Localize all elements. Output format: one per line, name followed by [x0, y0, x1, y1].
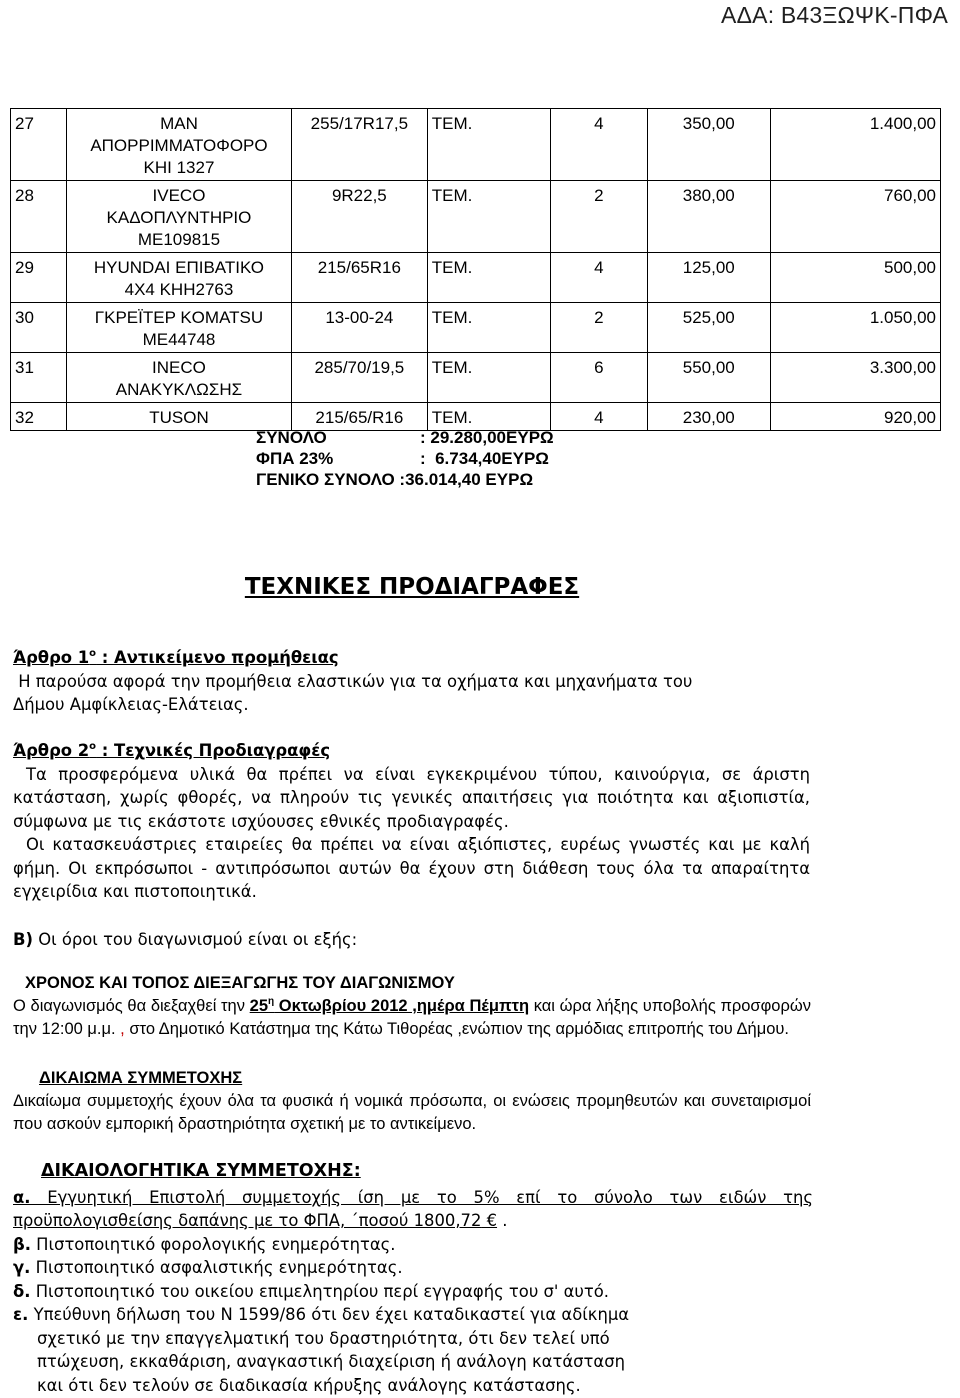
row-number-cell: 28	[11, 181, 67, 253]
article-2-heading-a: Άρθρο 2	[13, 741, 90, 760]
grand-total: ΓΕΝΙΚΟ ΣΥΝΟΛΟ :36.014,40 ΕΥΡΩ	[256, 470, 534, 489]
document-a	[13, 1186, 813, 1233]
size-cell: 9R22,5	[291, 181, 427, 253]
description-line: ΚΑΔΟΠΛΥΝΤΗΡΙΟ	[106, 208, 252, 227]
document-e-line: πτώχευση, εκκαθάριση, αναγκαστική διαχείριση ή ανάλογη κατάσταση	[37, 1352, 625, 1371]
time-place-date	[250, 997, 529, 1015]
article-1-heading-a: Άρθρο 1	[13, 648, 90, 667]
description-line: ΑΠΟΡΡΙΜΜΑΤΟΦΟΡΟ	[90, 136, 268, 155]
article-2	[13, 739, 810, 904]
time-place-t4: στο Δημοτικό Κατάστημα της Κάτω Τιθορέας ,ενώπιον της αρμόδιας επιτροπής του Δήμου.	[129, 1020, 789, 1038]
time-place-heading: ΧΡΟΝΟΣ ΚΑΙ ΤΟΠΟΣ ΔΙΕΞΑΓΩΓΗΣ ΤΟΥ ΔΙΑΓΩΝΙΣΜΟΥ	[25, 974, 455, 992]
description-cell	[66, 109, 291, 181]
description-line: ΚΗΙ 1327	[143, 158, 215, 177]
article-2-heading-b: : Τεχνικές Προδιαγραφές	[96, 741, 331, 760]
description-line: TUSON	[149, 408, 209, 427]
size-cell: 285/70/19,5	[291, 353, 427, 403]
total-cell: 760,00	[770, 181, 940, 253]
unit-price-cell: 125,00	[647, 253, 770, 303]
total-net-row	[256, 427, 554, 448]
document-a-end: .	[497, 1211, 508, 1230]
total-cell: 1.050,00	[770, 303, 940, 353]
table-row	[11, 353, 941, 403]
total-cell: 500,00	[770, 253, 940, 303]
document-c	[13, 1256, 813, 1280]
document-a-text: Εγγυητική Επιστολή συμμετοχής ίση με το 5% επί το σύνολο των ειδών της προϋπολογισθείσης δαπάνης με το ΦΠΑ, ΄ποσού 1800,72	[13, 1187, 813, 1230]
row-number-cell: 29	[11, 253, 67, 303]
items-table-body	[11, 109, 941, 431]
size-cell: 215/65R16	[291, 253, 427, 303]
description-line: HYUNDAI ΕΠΙΒΑΤΙΚΟ	[93, 258, 265, 277]
document-b-letter: β.	[13, 1234, 31, 1254]
quantity-cell: 4	[551, 109, 647, 181]
size-cell: 215/65/R16	[291, 403, 427, 431]
unit-cell: ΤΕΜ.	[427, 109, 550, 181]
article-1-line-1: Η παρούσα αφορά την προμήθεια ελαστικών για τα οχήματα και μηχανήματα του	[13, 671, 693, 691]
total-vat-label: ΦΠΑ 23%	[256, 449, 334, 468]
description-cell	[66, 353, 291, 403]
row-number-cell: 27	[11, 109, 67, 181]
unit-cell: ΤΕΜ.	[427, 181, 550, 253]
document-d-text: Πιστοποιητικό του οικείου επιμελητηρίου περί εγγραφής του σ' αυτό.	[30, 1281, 610, 1301]
row-number-cell: 32	[11, 403, 67, 431]
description-line: ΜΕ109815	[137, 230, 221, 249]
description-line: ΜΑΝ	[160, 114, 198, 133]
documents-section	[13, 1160, 813, 1397]
description-cell	[66, 303, 291, 353]
unit-cell: ΤΕΜ.	[427, 353, 550, 403]
quantity-cell: 6	[551, 353, 647, 403]
article-1-heading-b: : Αντικείμενο προμήθειας	[96, 648, 339, 667]
ada-code: ΑΔΑ: Β43ΞΩΨΚ-ΠΦΑ	[721, 2, 948, 28]
quantity-cell: 4	[551, 253, 647, 303]
quantity-cell: 2	[551, 181, 647, 253]
participation-section	[13, 1067, 811, 1136]
description-cell	[66, 181, 291, 253]
total-cell: 1.400,00	[770, 109, 940, 181]
unit-cell: ΤΕΜ.	[427, 403, 550, 431]
size-cell: 13-00-24	[291, 303, 427, 353]
items-table	[10, 108, 941, 431]
article-1-heading-sup: ο	[89, 648, 97, 659]
participation-text: Δικαίωμα συμμετοχής έχουν όλα τα φυσικά ή νομικά πρόσωπα, οι ενώσεις προμηθευτών και συνεταιρισμοί που ασκούν εμπορική δραστηριότητα σχετική με το αντικείμενο.	[13, 1092, 811, 1133]
spec-title: ΤΕΧΝΙΚΕΣ ΠΡΟΔΙΑΓΡΑΦΕΣ	[244, 574, 580, 600]
time-place-date-text: Οκτωβρίου 2012 ,ημέρα Πέμπτη	[274, 997, 530, 1015]
total-vat-row	[256, 448, 554, 469]
table-row	[11, 109, 941, 181]
article-1-line-2: Δήμου Αμφίκλειας-Ελάτειας.	[13, 695, 249, 714]
unit-cell: ΤΕΜ.	[427, 253, 550, 303]
table-row	[11, 181, 941, 253]
total-cell: 3.300,00	[770, 353, 940, 403]
document-c-letter: γ.	[13, 1258, 31, 1277]
article-2-heading	[13, 739, 810, 763]
total-net-value: : 29.280,00ΕΥΡΩ	[420, 428, 554, 447]
table-row	[11, 303, 941, 353]
time-place-text	[13, 995, 811, 1041]
article-2-paragraph-2: Οι κατασκευάστριες εταιρείες θα πρέπει να είναι αξιόπιστες, ευρέως γνωστές και με καλή φήμη. Οι εκπρόσωποι - αντιπρόσωποι αυτών θα έχουν στη διάθεση τους όλα τα απαραίτητα εγχειρίδια και πιστοποιητικά.	[13, 835, 810, 901]
description-line: ΑΝΑΚΥΚΛΩΣΗΣ	[115, 380, 243, 399]
quantity-cell: 4	[551, 403, 647, 431]
article-2-heading-sup: ο	[89, 741, 97, 752]
time-place-t1: Ο διαγωνισμός θα διεξαχθεί την	[13, 997, 250, 1015]
document-e-continuation	[13, 1327, 813, 1398]
description-line: ΜΕ44748	[142, 330, 216, 349]
row-number-cell: 31	[11, 353, 67, 403]
time-place-t2: και ώρα λήξης υποβολής προσφορών την 12:00 μ.μ.	[13, 997, 811, 1038]
total-vat-value: : 6.734,40ΕΥΡΩ	[420, 449, 549, 468]
document-c-text: Πιστοποιητικό ασφαλιστικής ενημερότητας.	[30, 1258, 403, 1277]
document-e	[13, 1303, 813, 1327]
size-cell: 255/17R17,5	[291, 109, 427, 181]
description-line: ΓΚΡΕΪΤΕΡ KOMATSU	[94, 308, 264, 327]
unit-price-cell: 380,00	[647, 181, 770, 253]
document-a-letter: α.	[13, 1187, 31, 1207]
document-b	[13, 1233, 813, 1257]
description-line: INECO	[152, 358, 206, 377]
unit-cell: ΤΕΜ.	[427, 303, 550, 353]
unit-price-cell: 350,00	[647, 109, 770, 181]
time-place-section	[13, 972, 811, 1041]
document-d	[13, 1280, 813, 1304]
time-place-t3: ,	[115, 1020, 130, 1038]
unit-price-cell: 525,00	[647, 303, 770, 353]
document-b-text: Πιστοποιητικό φορολογικής ενημερότητας.	[30, 1234, 396, 1254]
quantity-cell: 2	[551, 303, 647, 353]
unit-price-cell: 230,00	[647, 403, 770, 431]
time-place-day-sup: η	[268, 996, 275, 1007]
total-net-label: ΣΥΝΟΛΟ	[256, 428, 327, 447]
row-number-cell: 30	[11, 303, 67, 353]
table-row	[11, 253, 941, 303]
documents-heading: ΔΙΚΑΙΟΛΟΓΗΤΙΚΑ ΣΥΜΜΕΤΟΧΗΣ:	[41, 1161, 361, 1181]
document-d-letter: δ.	[13, 1281, 31, 1301]
terms-text: Οι όροι του διαγωνισμού είναι οι εξής:	[32, 930, 358, 949]
article-1-heading	[13, 646, 833, 670]
document-e-text: Υπεύθυνη δήλωση του Ν 1599/86 ότι δεν έχει καταδικαστεί για αδίκημα	[28, 1305, 630, 1324]
terms-letter: Β)	[13, 930, 33, 949]
total-cell: 920,00	[770, 403, 940, 431]
article-2-paragraph-1: Τα προσφερόμενα υλικά θα πρέπει να είναι εγκεκριμένου τύπου, καινούργια, σε άριστη κατάσταση, χωρίς φθορές, να πληρούν τις γενικές απαιτήσεις για ποιότητα και αξιοπιστία, σύμφωνα με τις εκάστοτε ισχύουσες εθνικές προδιαγραφές.	[13, 764, 810, 831]
terms-line	[13, 928, 357, 952]
document-e-letter: ε.	[13, 1305, 29, 1324]
description-line: IVECO	[152, 186, 206, 205]
document-e-line: σχετικό με την επαγγελματική του δραστηριότητα, ότι δεν τελεί υπό	[37, 1328, 610, 1348]
description-line: 4Χ4 ΚΗΗ2763	[124, 280, 234, 299]
time-place-day: 25	[249, 997, 269, 1015]
unit-price-cell: 550,00	[647, 353, 770, 403]
article-1	[13, 646, 833, 717]
document-e-line: και ότι δεν τελούν σε διαδικασία κήρυξης ανάλογης κατάστασης.	[37, 1375, 581, 1395]
description-cell	[66, 253, 291, 303]
euro-icon: €	[481, 1211, 498, 1230]
totals-block	[256, 427, 554, 490]
participation-heading: ΔΙΚΑΙΩΜΑ ΣΥΜΜΕΤΟΧΗΣ	[39, 1069, 243, 1087]
